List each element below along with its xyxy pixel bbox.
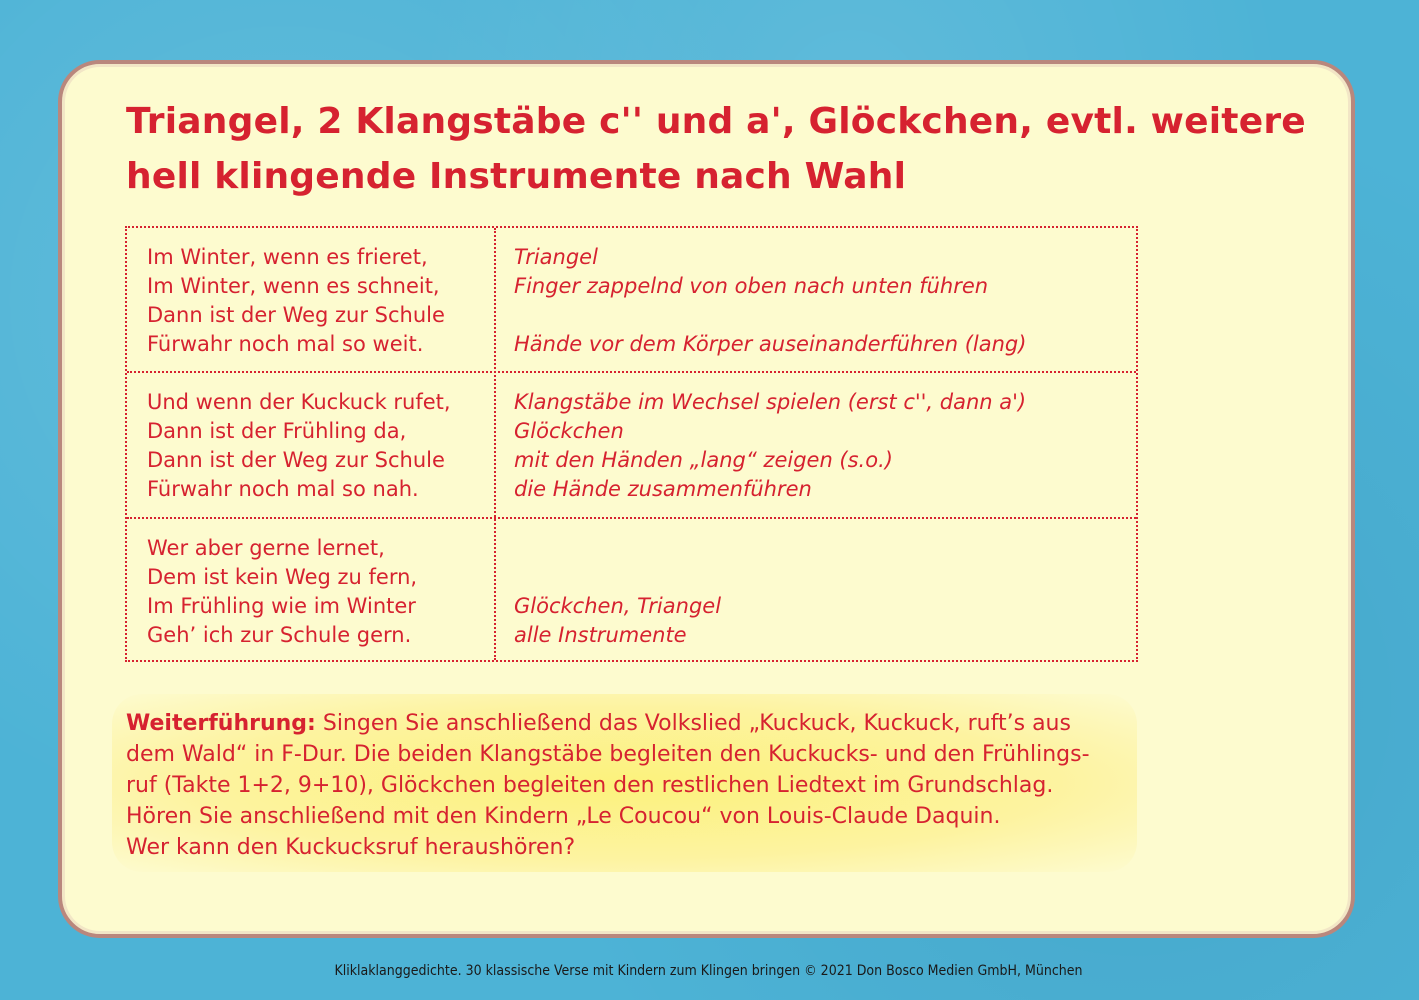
- footer-text: Kliklaklanggedichte. 30 klassische Verse mit Kindern zum Klingen bringen © 2021 Don Bosco Medien GmbH, München: [334, 963, 1083, 979]
- action-line: [514, 534, 721, 563]
- card-title: [126, 94, 1306, 204]
- verse-1-actions: [514, 243, 1026, 359]
- copyright-footer: [0, 963, 1419, 979]
- verse-row-3: [127, 519, 1136, 662]
- continuation-line-1: [126, 708, 1136, 739]
- continuation-line-3: ruf (Takte 1+2, 9+10), Glöckchen begleiten den restlichen Liedtext im Grundschlag.: [126, 773, 1054, 798]
- title-line-2: hell klingende Instrumente nach Wahl: [126, 156, 907, 197]
- verse-3-text: [147, 534, 417, 650]
- verse-line: Und wenn der Kuckuck rufet,: [147, 390, 451, 414]
- continuation-line-2: dem Wald“ in F-Dur. Die beiden Klangstäbe begleiten den Kuckucks- und den Frühlings-: [126, 742, 1090, 767]
- action-line: [514, 301, 1026, 330]
- verse-row-2: [127, 373, 1136, 519]
- action-line: Hände vor dem Körper auseinanderführen (lang): [514, 332, 1027, 356]
- continuation-label: Weiterführung:: [126, 711, 316, 736]
- action-line: Klangstäbe im Wechsel spielen (erst c'', dann a'): [514, 390, 1027, 414]
- title-line-1: Triangel, 2 Klangstäbe c'' und a', Glöckchen, evtl. weitere: [126, 101, 1306, 142]
- action-line: alle Instrumente: [514, 623, 687, 647]
- verse-line: Dann ist der Weg zur Schule: [147, 303, 445, 327]
- verse-row-1: [127, 228, 1136, 373]
- verse-3-actions: [514, 534, 721, 650]
- verse-line: Im Frühling wie im Winter: [147, 594, 416, 618]
- continuation-line-5: Wer kann den Kuckucksruf heraushören?: [126, 835, 576, 860]
- action-line: Finger zappelnd von oben nach unten führen: [514, 274, 989, 298]
- verse-line: Wer aber gerne lernet,: [147, 536, 385, 560]
- verse-line: Dem ist kein Weg zu fern,: [147, 565, 418, 589]
- action-line: [514, 563, 721, 592]
- verse-table: [125, 226, 1138, 662]
- continuation-line-1-text: Singen Sie anschließend das Volkslied „Kuckuck, Kuckuck, ruft’s aus: [315, 711, 1071, 736]
- action-line: die Hände zusammenführen: [514, 477, 812, 501]
- action-line: Glöckchen: [514, 419, 624, 443]
- action-line: Glöckchen, Triangel: [514, 594, 722, 618]
- verse-line: Geh’ ich zur Schule gern.: [147, 623, 412, 647]
- verse-line: Dann ist der Frühling da,: [147, 419, 407, 443]
- verse-line: Fürwahr noch mal so weit.: [147, 332, 424, 356]
- verse-1-text: [147, 243, 445, 359]
- verse-line: Fürwahr noch mal so nah.: [147, 477, 419, 501]
- verse-line: Dann ist der Weg zur Schule: [147, 448, 445, 472]
- action-line: Triangel: [514, 245, 598, 269]
- verse-line: Im Winter, wenn es frieret,: [147, 245, 428, 269]
- continuation-text: [126, 708, 1136, 863]
- continuation-box: [112, 694, 1137, 872]
- continuation-line-4: Hören Sie anschließend mit den Kindern „Le Coucou“ von Louis-Claude Daquin.: [126, 804, 1001, 829]
- instruction-card: [58, 60, 1355, 938]
- verse-line: Im Winter, wenn es schneit,: [147, 274, 440, 298]
- verse-2-actions: [514, 388, 1026, 504]
- action-line: mit den Händen „lang“ zeigen (s.o.): [514, 448, 893, 472]
- verse-2-text: [147, 388, 451, 504]
